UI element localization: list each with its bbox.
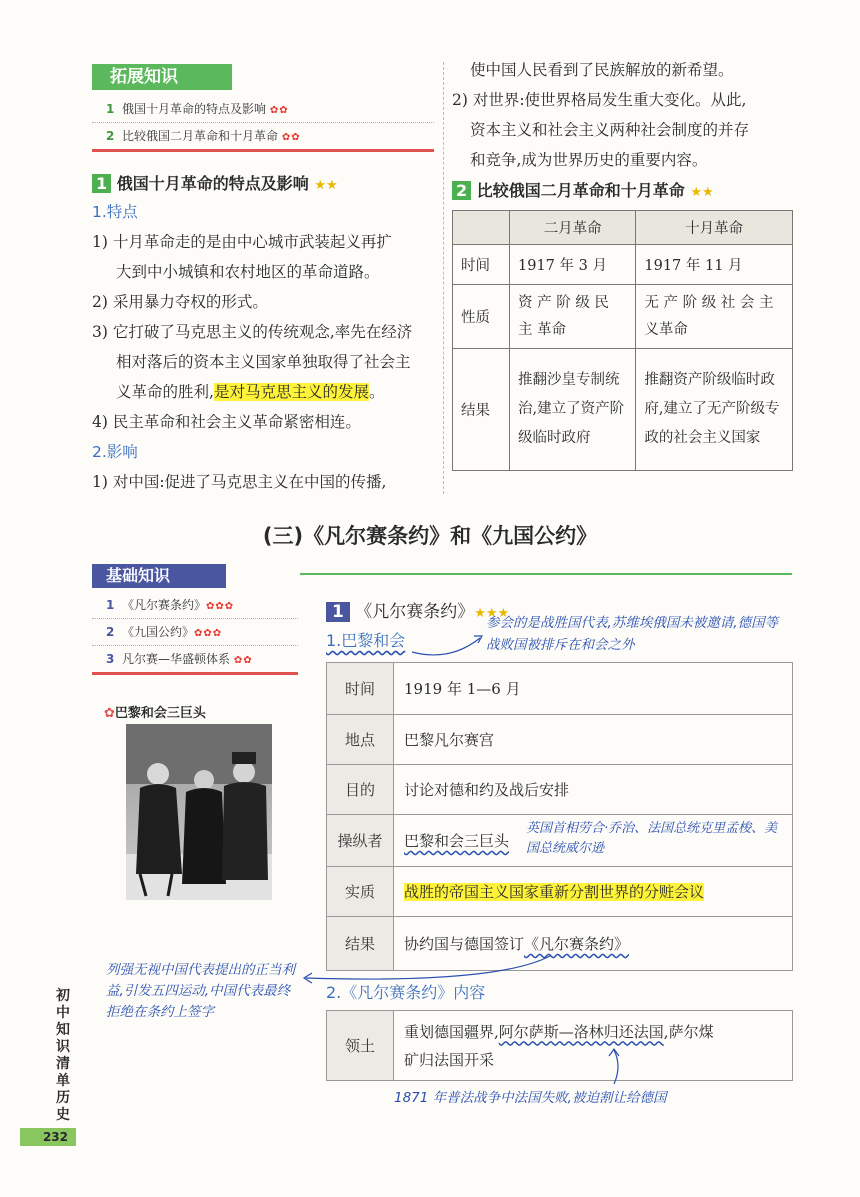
extension-toc — [92, 96, 434, 152]
table-row: 结果 推翻沙皇专制统治,建立了资产阶级临时政府 推翻资产阶级临时政府,建立了无产阶级专政的社会主义国家 — [453, 349, 793, 471]
influence-2-cont2: 和竞争,成为世界历史的重要内容。 — [470, 151, 708, 169]
handwritten-note-left: 列强无视中国代表提出的正当利益,引发五四运动,中国代表最终拒绝在条约上签字 — [106, 962, 295, 1020]
star-icon: ✿✿✿ — [206, 601, 235, 612]
paris-conference-subheading: 1.巴黎和会 — [326, 631, 406, 650]
handwritten-note-top: 参会的是战胜国代表,苏维埃俄国未被邀请,德国等战败国被排斥在和会之外 — [486, 615, 779, 653]
table-row: 时间 1917 年 3 月 1917 年 11 月 — [453, 245, 793, 285]
table-header: 二月革命 — [510, 211, 636, 245]
section1-heading: 1 俄国十月革命的特点及影响 ★★ — [92, 171, 338, 194]
influence-1-cont: 使中国人民看到了民族解放的新希望。 — [470, 61, 734, 79]
star-icon: ✿✿ — [269, 105, 289, 116]
highlight-text: 是对马克思主义的发展 — [213, 383, 369, 401]
influence-2: 2) 对世界:使世界格局发生重大变化。从此, — [452, 91, 747, 109]
feature-4: 4) 民主革命和社会主义革命紧密相连。 — [92, 413, 361, 431]
toc-item: 1 俄国十月革命的特点及影响 ✿✿ — [92, 96, 434, 123]
features-block — [92, 197, 444, 497]
table-row: 实质 战胜的帝国主义国家重新分割世界的分赃会议 — [327, 867, 793, 917]
annotation-arrow — [410, 630, 490, 660]
annotation-arrow — [600, 1046, 630, 1086]
extension-knowledge-label: 拓展知识 — [92, 64, 232, 90]
table-row: 时间 1919 年 1—6 月 — [327, 663, 793, 715]
row-label: 性质 — [453, 285, 510, 349]
influence-2-cont: 资本主义和社会主义两种社会制度的并存 — [470, 121, 750, 139]
feature-1: 1) 十月革命走的是由中心城市武装起义再扩 — [92, 233, 392, 251]
table-row: 结果 协约国与德国签订《凡尔赛条约》 — [327, 917, 793, 971]
paris-conference-table — [326, 662, 793, 971]
treaty-content-subheading: 2.《凡尔赛条约》内容 — [326, 983, 486, 1002]
basic-label: 基础知识 — [92, 564, 226, 588]
feature-3: 3) 它打破了马克思主义的传统观念,率先在经济 — [92, 323, 413, 341]
table-row: 目的 讨论对德和约及战后安排 — [327, 765, 793, 815]
star-icon: ★★ — [690, 185, 714, 200]
treaty-content-table — [326, 1010, 793, 1081]
toc-item: 2 比较俄国二月革命和十月革命 ✿✿ — [92, 123, 434, 152]
row-label: 时间 — [453, 245, 510, 285]
versailles-heading: 1 《凡尔赛条约》★★★ — [326, 597, 509, 622]
toc-item: 2 《九国公约》✿✿✿ — [92, 619, 298, 646]
influence-title: 2.影响 — [92, 443, 138, 461]
page-number: 232 — [20, 1128, 76, 1146]
feature-2: 2) 采用暴力夺权的形式。 — [92, 293, 268, 311]
toc-item: 1 《凡尔赛条约》✿✿✿ — [92, 592, 298, 619]
feature-3-cont: 相对落后的资本主义国家单独取得了社会主 — [116, 353, 411, 371]
basic-green-rule — [300, 573, 792, 575]
feature-3-cont2: 义革命的胜利,是对马克思主义的发展。 — [116, 383, 385, 401]
big-three-photo — [126, 724, 272, 900]
book-title-vertical: 初中知识清单 历史 — [56, 988, 70, 1123]
basic-toc — [92, 592, 298, 675]
table-header: 十月革命 — [636, 211, 793, 245]
handwritten-note-manipulators: 英国首相劳合·乔治、法国总统克里孟梭、美国总统威尔逊 — [526, 821, 778, 856]
handwritten-note-bottom: 1871 年普法战争中法国失败,被迫割让给德国 — [394, 1090, 667, 1106]
influence-1: 1) 对中国:促进了马克思主义在中国的传播, — [92, 473, 387, 491]
influence-cont-block — [452, 55, 797, 175]
bullet-icon: ✿ — [104, 706, 115, 721]
table-row: 领土 重划德国疆界,阿尔萨斯—洛林归还法国,萨尔煤 矿归法国开采 — [327, 1011, 793, 1081]
section-title: (三)《凡尔赛条约》和《九国公约》 — [262, 524, 598, 548]
star-icon: ✿✿ — [233, 655, 253, 666]
star-icon: ★★ — [314, 178, 338, 193]
star-icon: ✿✿ — [281, 132, 301, 143]
toc-item: 3 凡尔赛—华盛顿体系 ✿✿ — [92, 646, 298, 675]
revolution-compare-table — [452, 210, 793, 471]
row-label: 结果 — [453, 349, 510, 471]
table-header — [453, 211, 510, 245]
section2-heading: 2 比较俄国二月革命和十月革命 ★★ — [452, 178, 714, 201]
photo-caption: ✿巴黎和会三巨头 — [104, 706, 206, 721]
highlight-text: 战胜的帝国主义国家重新分割世界的分赃会议 — [404, 883, 705, 901]
table-row: 地点 巴黎凡尔赛宫 — [327, 715, 793, 765]
column-divider — [443, 62, 444, 494]
table-row: 操纵者 巴黎和会三巨头 英国首相劳合·乔治、法国总统克里孟梭、美国总统威尔逊 — [327, 815, 793, 867]
feature-1-cont: 大到中小城镇和农村地区的革命道路。 — [116, 263, 380, 281]
star-icon: ★★★ — [474, 606, 510, 621]
star-icon: ✿✿✿ — [194, 628, 223, 639]
features-title: 1.特点 — [92, 203, 138, 221]
table-row: 性质 资 产 阶 级 民 主 革命 无 产 阶 级 社 会 主 义革命 — [453, 285, 793, 349]
